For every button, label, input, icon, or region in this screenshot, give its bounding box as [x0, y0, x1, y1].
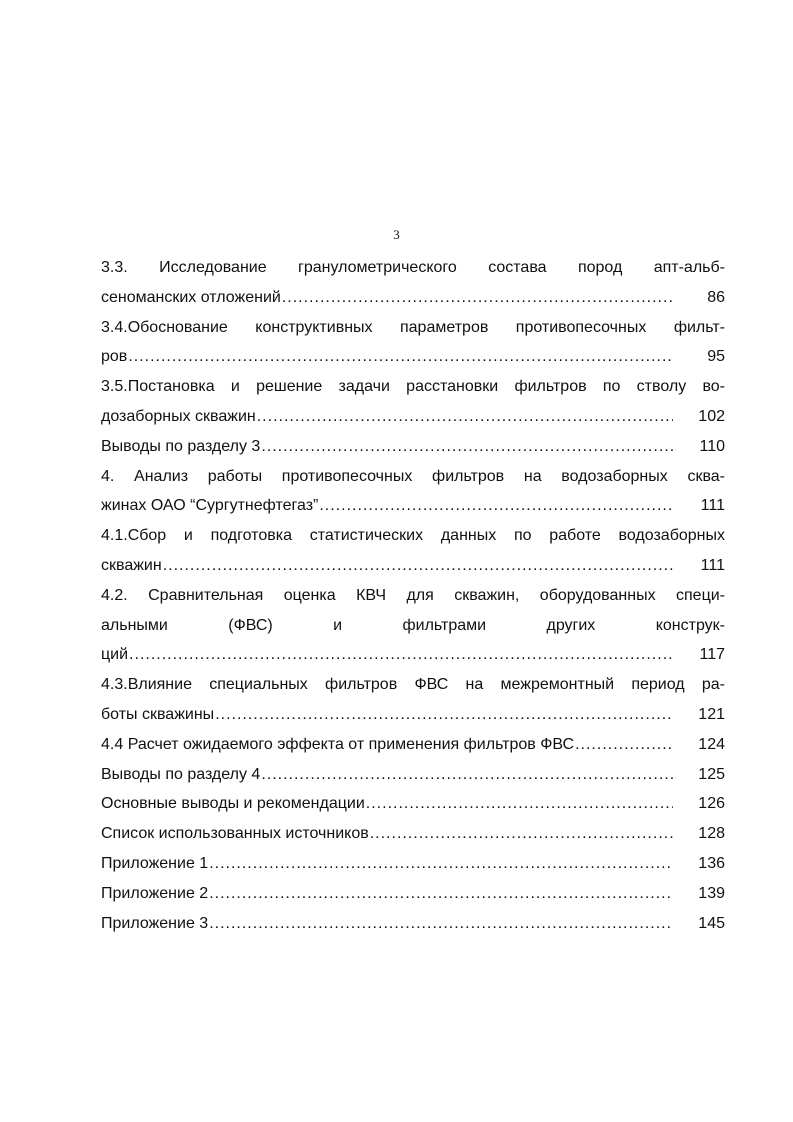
dot-leader — [128, 342, 673, 372]
dot-leader — [261, 432, 673, 462]
toc-entry-text: 3.3. Исследование гранулометрического состава пород апт-альб- — [101, 259, 725, 276]
dot-leader — [257, 402, 673, 432]
toc-entry-text: Список использованных источников — [101, 825, 369, 843]
toc-entry[interactable] — [101, 789, 725, 819]
toc-page-number: 128 — [698, 825, 725, 843]
toc-page-number: 86 — [707, 288, 725, 306]
toc-entry-text: Приложение 3 — [101, 914, 209, 932]
toc-page-number: 117 — [699, 646, 725, 664]
toc-entry-last-line — [101, 789, 725, 819]
toc-page-number: 111 — [700, 556, 725, 574]
toc-entry-text: 4.1.Сбор и подготовка статистических данных по работе водозаборных — [101, 527, 725, 545]
toc-page-number: 139 — [698, 884, 725, 902]
toc-entry-line — [101, 581, 725, 611]
toc-entry-line — [101, 462, 725, 492]
toc-entry-text: боты скважины — [101, 705, 215, 723]
toc-entry-last-line — [101, 491, 725, 521]
toc-entry-last-line — [101, 551, 725, 581]
dot-leader — [215, 700, 673, 730]
toc-entry[interactable] — [101, 670, 725, 730]
toc-entry[interactable] — [101, 521, 725, 581]
toc-page-number: 95 — [707, 348, 725, 366]
page-number: 3 — [393, 227, 400, 242]
toc-entry-text: альными (ФВС) и фильтрами других конструк- — [101, 616, 725, 634]
toc-page-number: 126 — [698, 795, 725, 813]
toc-entry-last-line — [101, 283, 725, 313]
toc-entry[interactable] — [101, 581, 725, 670]
toc-entry-text: Приложение 1 — [101, 854, 209, 872]
toc-entry-text: 4.3.Влияние специальных фильтров ФВС на межремонтный период ра- — [101, 676, 725, 694]
toc-entry-last-line — [101, 700, 725, 730]
dot-leader — [370, 819, 673, 849]
table-of-contents — [101, 253, 725, 938]
dot-leader — [129, 640, 673, 670]
toc-entry-last-line — [101, 640, 725, 670]
toc-entry-text: Основные выводы и рекомендации — [101, 795, 365, 813]
toc-entry-last-line — [101, 402, 725, 432]
toc-entry[interactable] — [101, 909, 725, 939]
toc-entry-last-line — [101, 432, 725, 462]
toc-entry-line — [101, 521, 725, 551]
toc-entry-text: 4.4 Расчет ожидаемого эффекта от применения фильтров ФВС — [101, 735, 575, 753]
dot-leader — [575, 730, 673, 760]
toc-page-number: 136 — [698, 854, 725, 872]
toc-entry-last-line — [101, 909, 725, 939]
toc-entry-last-line — [101, 760, 725, 790]
dot-leader — [209, 909, 673, 939]
toc-entry-line — [101, 313, 725, 343]
toc-entry-text: дозаборных скважин — [101, 407, 256, 425]
toc-entry-line — [101, 372, 725, 402]
dot-leader — [366, 789, 673, 819]
toc-entry-text: жинах ОАО “Сургутнефтегаз” — [101, 497, 319, 515]
toc-page-number: 102 — [698, 407, 725, 425]
toc-page-number: 125 — [698, 765, 725, 783]
toc-entry-line — [101, 253, 725, 283]
toc-page-number: 121 — [698, 705, 725, 723]
toc-entry-text: Приложение 2 — [101, 884, 209, 902]
dot-leader — [261, 760, 673, 790]
toc-entry-text: Выводы по разделу 4 — [101, 765, 261, 783]
toc-entry[interactable] — [101, 730, 725, 760]
toc-entry-text: 3.5.Постановка и решение задачи расстановки фильтров по стволу во- — [101, 378, 725, 396]
toc-page-number: 145 — [698, 914, 725, 932]
toc-entry-text: сеноманских отложений — [101, 288, 281, 306]
toc-entry-last-line — [101, 342, 725, 372]
toc-entry-text: ций — [101, 646, 129, 664]
toc-entry-line — [101, 611, 725, 641]
toc-entry[interactable] — [101, 313, 725, 373]
dot-leader — [319, 491, 673, 521]
toc-page-number: 124 — [698, 735, 725, 753]
toc-entry-text: 4.2. Сравнительная оценка КВЧ для скважин, оборудованных специ- — [101, 586, 725, 604]
toc-entry[interactable] — [101, 879, 725, 909]
toc-entry-last-line — [101, 819, 725, 849]
toc-entry[interactable] — [101, 372, 725, 432]
toc-entry-text: скважин — [101, 556, 162, 574]
toc-entry[interactable] — [101, 462, 725, 522]
toc-entry-text: 3.4.Обоснование конструктивных параметров противопесочных фильт- — [101, 318, 725, 336]
toc-page-number: 111 — [700, 497, 725, 515]
toc-entry-text: ров — [101, 348, 128, 366]
toc-entry-last-line — [101, 879, 725, 909]
dot-leader — [163, 551, 673, 581]
toc-entry[interactable] — [101, 849, 725, 879]
toc-entry-last-line — [101, 730, 725, 760]
dot-leader — [209, 849, 673, 879]
toc-entry[interactable] — [101, 432, 725, 462]
toc-entry-text: 4. Анализ работы противопесочных фильтров на водозаборных сква- — [101, 467, 725, 485]
toc-entry[interactable] — [101, 819, 725, 849]
toc-entry-text: Выводы по разделу 3 — [101, 437, 261, 455]
toc-entry-line — [101, 670, 725, 700]
dot-leader — [282, 283, 673, 313]
toc-page-number: 110 — [699, 437, 725, 455]
dot-leader — [209, 879, 673, 909]
toc-entry-last-line — [101, 849, 725, 879]
toc-entry[interactable] — [101, 253, 725, 313]
toc-entry[interactable] — [101, 760, 725, 790]
